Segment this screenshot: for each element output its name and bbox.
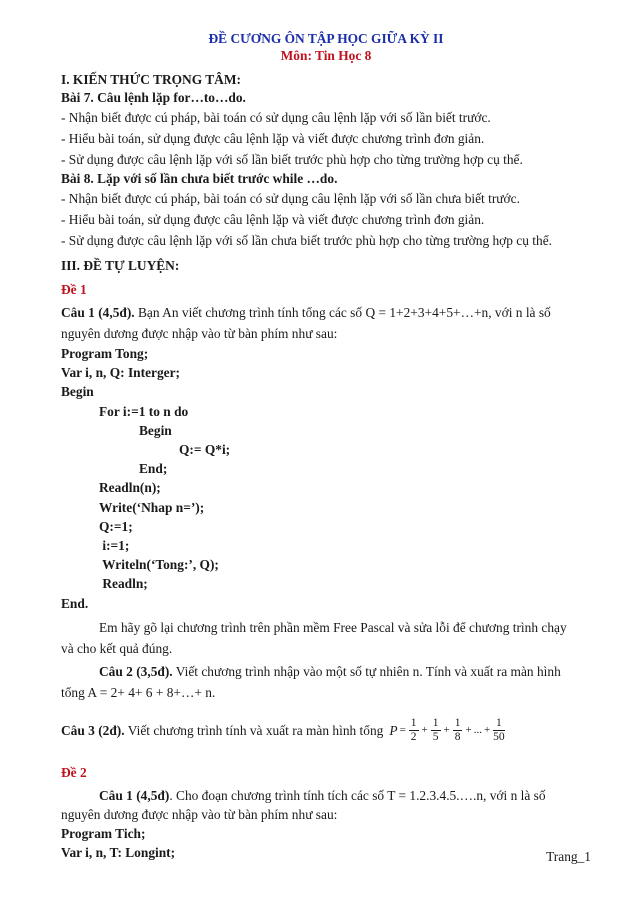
exam1-question1 — [61, 302, 591, 323]
exam2-question1 — [61, 785, 591, 806]
lesson8-item: - Hiểu bài toán, sử dụng được câu lệnh lặp và viết được chương trình đơn giản. — [61, 212, 485, 227]
document-page — [61, 30, 591, 862]
exam1-question3 — [61, 717, 591, 744]
code-line: End; — [139, 461, 168, 477]
code-line: Readln(n); — [99, 480, 161, 496]
formula-plus: + — [465, 723, 472, 736]
lesson7-item: - Nhận biết được cú pháp, bài toán có sử dụng câu lệnh lặp với số lần biết trước. — [61, 110, 491, 125]
question-label: Câu 2 (3,5đ). — [99, 663, 173, 679]
fraction: $\frac{1}{50}$ — [493, 716, 505, 743]
lesson8-item: - Sử dụng được câu lệnh lặp với số lần chưa biết trước phù hợp cho từng trường hợp cụ thể. — [61, 233, 553, 248]
fraction: $\frac{1}{5}$ — [432, 716, 439, 743]
exam2-label: Đề 2 — [61, 764, 87, 780]
code-line: Writeln(‘Tong:’, Q); — [99, 557, 219, 573]
lesson8-title: Bài 8. Lặp với số lần chưa biết trước while …do. — [61, 171, 338, 186]
code-line: End. — [61, 595, 89, 611]
code-line: i:=1; — [99, 538, 130, 554]
exam1-question2 — [61, 661, 591, 682]
section3-heading: III. ĐỀ TỰ LUYỆN: — [61, 258, 180, 273]
formula-plus: + — [421, 723, 428, 736]
question-text: Viết chương trình tính và xuất ra màn hình tổng — [124, 722, 384, 738]
fraction: $\frac{1}{2}$ — [410, 716, 417, 743]
code-line: Write(‘Nhap n=’); — [99, 499, 205, 515]
code-line: Var i, n, T: Longint; — [61, 845, 176, 861]
page-number: Trang_1 — [546, 849, 591, 864]
code-line: Program Tich; — [61, 825, 146, 841]
question-text: Viết chương trình nhập vào một số tự nhiên n. Tính và xuất ra màn hình — [172, 663, 561, 679]
formula-eq: = — [399, 723, 406, 736]
question2-text-cont: tổng A = 2+ 4+ 6 + 8+…+ n. — [61, 684, 216, 700]
code-line: Q:= Q*i; — [179, 442, 231, 458]
lesson7-item: - Sử dụng được câu lệnh lặp với số lần biết trước phù hợp cho từng trường hợp cụ thể. — [61, 152, 523, 167]
document-title: ĐỀ CƯƠNG ÔN TẬP HỌC GIỮA KỲ II — [208, 31, 444, 46]
question-text: Bạn An viết chương trình tính tổng các số Q = 1+2+3+4+5+…+n, với n là số — [134, 305, 551, 320]
code-line: Var i, n, Q: Interger; — [61, 365, 181, 381]
formula-plus: + — [483, 723, 491, 736]
question-text-cont: nguyên dương được nhập vào từ bàn phím như sau: — [61, 326, 338, 341]
subject-title: Môn: Tin Học 8 — [280, 48, 372, 63]
code-block — [61, 344, 591, 613]
lesson7-item: - Hiểu bài toán, sử dụng được câu lệnh lặp và viết được chương trình đơn giản. — [61, 131, 485, 146]
fraction: $\frac{1}{8}$ — [454, 716, 461, 743]
formula-dots: ... — [473, 723, 482, 736]
formula-var: P — [389, 722, 398, 738]
code-line: For i:=1 to n do — [99, 403, 189, 419]
lesson7-title: Bài 7. Câu lệnh lặp for…to…do. — [61, 90, 246, 105]
exam1-label: Đề 1 — [61, 282, 87, 297]
lesson8-item: - Nhận biết được cú pháp, bài toán có sử dụng câu lệnh lặp với số lần chưa biết trước. — [61, 191, 520, 206]
question-label: Câu 3 (2đ). — [61, 722, 125, 738]
question-label: Câu 1 (4,5đ) — [99, 787, 170, 803]
section1-heading: I. KIẾN THỨC TRỌNG TÂM: — [61, 72, 241, 87]
formula-plus: + — [443, 723, 450, 736]
code-line: Program Tong; — [61, 346, 149, 361]
exam2-question1-cont: nguyên dương được nhập vào từ bàn phím như sau: — [61, 806, 338, 822]
code-line: Begin — [61, 384, 94, 400]
question-label: Câu 1 (4,5đ). — [61, 305, 135, 320]
code-line: Readln; — [99, 576, 148, 592]
question1-task-cont: và cho kết quả đúng. — [61, 640, 173, 656]
code-line: Q:=1; — [99, 518, 133, 534]
question1-task: Em hãy gõ lại chương trình trên phần mềm Free Pascal và sửa lỗi để chương trình chạy — [99, 619, 567, 635]
code-line: Begin — [139, 422, 172, 438]
sum-formula — [389, 717, 505, 744]
question-text: . Cho đoạn chương trình tính tích các số T = 1.2.3.4.5.….n, với n là số — [169, 787, 546, 803]
